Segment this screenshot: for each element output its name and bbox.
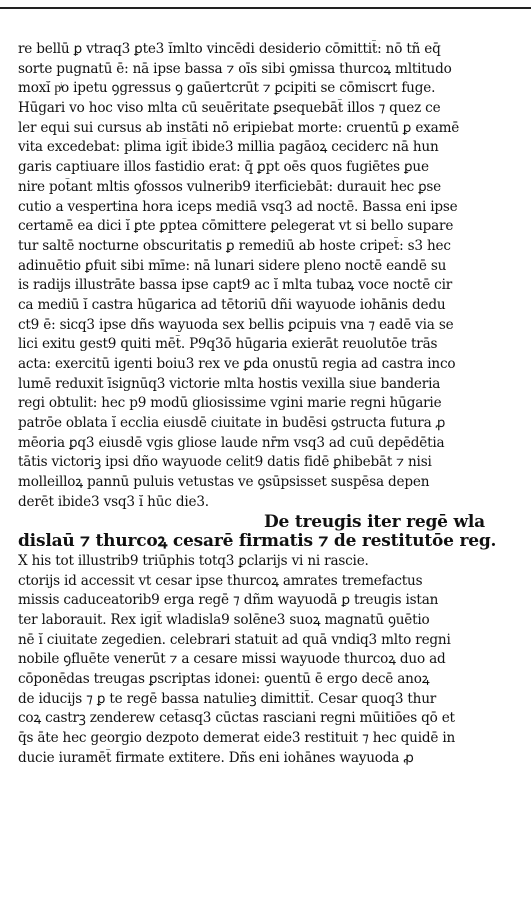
text-line: lici exitu gest9 quiti mēt̄. P9q3ō hūgaria exierāt reuolutōe trās [18,336,438,353]
text-line-with-initial: X his tot illustrib9 triūphis totq3 ꝑclarijs vi ni rascie. [18,552,369,569]
text-line: nobile ꝯfluēte venerūt ⁊ a cesare missi wayuode thurcoꝝ duo ad [18,651,446,668]
text-line: adinuētio ꝑfuit sibi mīme: nā lunari sidere pleno noctē eandē su [18,257,447,274]
text-line: ter laborauit. Rex igit̄ wladisla9 solēne3 suoꝝ magnatū ꝯuētio [18,611,430,628]
text-line: patrōe oblata ĭ ecclia eiusdē ciuitate in budēsi ꝯstructa futura ꝓ [18,415,446,432]
text-line: missis caduceatorib9 erga regē ⁊ dñm wayuodā ꝑ treugis istan [18,592,439,609]
text-line: lumē reduxit īsignūq3 victorie mlta hostis vexilla siue banderia [18,375,441,392]
text-line: ducie iuramēt̄ firmate extitere. Dñs eni iohānes wayuoda ꝓ [18,749,414,766]
text-line: garis captiuare illos fastidio erat: q̄ ꝑpt oēs quos fugiētes ꝑue [18,159,429,176]
text-line: ler equi sui cursus ab instāti nō eripiebat morte: cruentū ꝑ examē [18,119,460,136]
chapter-heading-line-2: dislaū ⁊ thurcoꝝ cesarē firmatis ⁊ de restitutōe reg. [18,532,497,552]
top-border-rule [0,0,531,9]
chapter-heading-line-1: De treugis iter regē wla [264,512,485,532]
text-line: moxĭ pͥo ipetu ꝯgressus ꝯ gaūertcrūt ⁊ ꝑcipiti se cōmiscrt fuge. [18,80,436,97]
text-line: q̄s āte hec georgio dezpoto demerat eide3 restituit ⁊ hec quidē in [18,730,456,747]
text-line: tur saltē nocturne obscuritatis ꝑ remediū ab hoste cripet̄: s3 hec [18,237,451,254]
text-line: re bellū ꝑ vtraq3 ꝑte3 ĭmlto vincēdi desiderio cōmittit̄: nō tñ eq̄ [18,41,441,57]
text-line: is radijs illustrāte bassa ipse capt9 ac ĭ mlta tubaꝝ voce noctē cir [18,277,453,294]
text-line: acta: exercitū igenti boiu3 rex ve ꝑda onustū regia ad castra inco [18,356,456,372]
text-line: molleilloꝝ pannū puluis vetustas ve ꝯsūpsisset suspēsa depen [18,474,430,491]
text-line: cutio a vespertina hora iceps mediā vsq3 ad noctē. Bassa eni ipse [18,198,458,215]
text-line: sorte pugnatū ē: nā ipse bassa ⁊ oīs sibi ꝯmissa thurcoꝝ mltitudo [18,60,452,77]
text-line: cōponēdas treugas ꝑscriptas idonei: ꝯuentū ē ergo decē anoꝝ [18,671,430,687]
text-line: regi obtulit: hec p9 modū gliosissime vgini marie regni hūgarie [18,395,442,412]
text-line: nire pot̄ant mltis ꝯfossos vulnerib9 iterficiebāt: durauit hec ꝑse [18,178,442,195]
text-line: coꝝ castrꝫ zenderew cet̄asq3 cūctas rasciani regni mūitiōes qō et [18,710,455,727]
text-line: tātis victoriꝫ ipsi dño wayuode celit9 datis fidē ꝑhibebāt ⁊ nisi [18,454,432,471]
text-line: ca mediū ĭ castra hūgarica ad tētoriū dñi wayuode iohānis dedu [18,296,446,313]
text-line: ct9 ē: sicq3 ipse dñs wayuoda sex bellis ꝑcipuis vna ⁊ eadē via se [18,316,454,333]
text-line: certamē ea dici ĭ ꝑte ꝑptea cōmittere ꝑelegerat vt si bello supare [18,218,454,235]
text-line: Hūgari vo hoc viso mlta cū seuēritate ꝑsequebāt̄ illos ⁊ quez ce [18,100,441,117]
text-line: derēt ibide3 vsq3 ĭ hūc die3. [18,493,209,510]
text-line: nē ĭ ciuitate zegedien. celebrari statuit ad quā vndiq3 mlto regni [18,631,451,648]
text-line: mēoria ꝑq3 eiusdē vgis gliose laude nr̄m vsq3 ad cuū depēdētia [18,434,445,451]
text-line: vita excedebat: plima igit̄ ibide3 millia pagāoꝝ ceciderc nā hun [18,139,439,156]
text-line: de iducijs ⁊ ꝑ te regē bassa natulieꝫ dimittit̄. Cesar quoq3 thur [18,690,437,707]
text-line: ctorijs id accessit vt cesar ipse thurcoꝝ amrates tremefactus [18,572,423,589]
page-text-block [18,40,516,768]
